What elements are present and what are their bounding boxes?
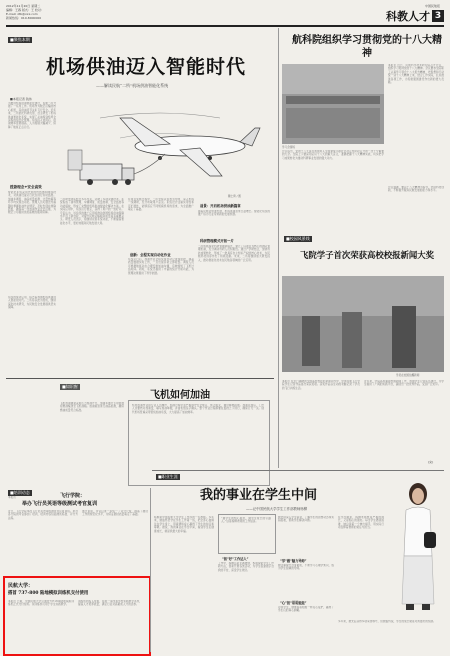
staff-line: 编辑：王蓉 版式：王 校对： — [6, 8, 44, 12]
feature-quote3: “心”担“哥哥姐姐” — [280, 601, 307, 605]
feature-quote2: “学”做“魅力导师” — [280, 559, 307, 563]
feature-text-7: 多年来，她先后获得多项荣誉称号，但她始终说，学生的成长就是对我最好的奖励。 — [338, 620, 436, 623]
illus-credit: 魏士琦 / 图 — [228, 195, 241, 198]
feature-top-rule — [152, 470, 444, 471]
paper-name: 中国民航报 — [424, 4, 440, 8]
training-text-0: 本报讯 — [8, 496, 16, 499]
meeting-photo-caption: 学习会现场 — [282, 146, 295, 149]
right-top-text-2: 会议指出，党的十八大是在我国进入全面建成小康社会决定性阶段召开的一次十分重要的大会。全院上下要深刻认识十八大的重大意义，准确把握十八大精神实质，切实把学习成果转化为推动科研事业发展的强大动力。 — [282, 150, 384, 160]
right-column-divider — [278, 28, 279, 468]
lead-headline: 机场供油迈入智能时代 — [46, 56, 247, 78]
sub-kicker: ■知识窗 — [62, 384, 78, 389]
teacher-portrait — [384, 476, 446, 616]
feature-text-4: 她注重提升自身素质，不断学习心理学知识，成为学生信赖的导师。 — [278, 564, 334, 571]
lead-text-col-3b: 系统运行后，加油作业全程实现自动记录和监控，油品质量数据实时上传，一旦出现异常立即报警。调度人员可根据航班动态合理安排加油车辆，有效缩短了飞机过站时间。同时，系统还提供了丰富的统计分析功能，为管理决策提供了科学依据。 — [128, 258, 194, 275]
campus-photo — [282, 276, 444, 372]
meeting-photo — [282, 64, 384, 144]
lead-sub3: 前景：开启机场供油新篇章 — [200, 204, 241, 208]
training-text-1: 近日，飞行学院举办飞行员英语等级测试考官复训班。来自各分院的考官参加了培训，培训内容包括测试标准、评分方法等。 — [8, 510, 78, 520]
red-text-1: 本报讯 日前，中国民航大学引进的737-800陆地模拟训练机正式交付使用。该训练机可用于学生实践教学。 — [8, 600, 74, 607]
lower-column-divider — [150, 488, 151, 652]
feature-kicker: ■职业生涯 — [158, 474, 178, 479]
lead-text-col-4: 随着民航业快速发展，机场供油需求日益增长。智能化系统的推广将为行业带来新的发展机遇。 — [198, 210, 270, 217]
training-kicker: ■培训动态 — [10, 490, 30, 495]
campus-headline: 飞院学子首次荣获高校校报新闻大奖 — [300, 250, 434, 260]
lead-text-col-4b: 二所积极探索科研管理新模式，建立了以项目为核心的团队管理机制，充分调动科研人员积极性。通过产学研结合，加快科技成果转化，形成了一批具有自主知识产权的核心技术，为民航科技进步作出了积极贡献。未来，二所将继续加大研发投入，推动智能化技术在民航各领域的广泛应用。 — [198, 245, 270, 262]
masthead-rule — [6, 25, 444, 27]
refuel-text-1: 飞机加油通常采用压力加油方式，加油车通过专用管道将燃油输送至飞机油箱。加油前需进行油品检测，确保燃油质量符合标准。 — [60, 402, 124, 412]
lead-text-col-2: 二所研发团队经过多年攻关，突破了多项关键技术。系统集成了油料管理、车辆调度、质量控制、安全监控等功能模块，形成了完整的机场供油智能化解决方案。在实际应用中，系统运行稳定，获得了用户的一致好评。专家认为，该系统的推广应用将推动我国机场供油保障水平迈上新台阶，对提升民航运输服务质量具有重要意义。研发人员表示，将继续完善系统功能，不断提高智能化水平，更好地服务民航发展大局。 — [60, 198, 124, 225]
airplane-refuel-illustration — [60, 98, 270, 194]
lead-text-col-1: 为推进机场供油智能化建设，民航二所开展了一系列工作。机场作为航空运输的核心枢纽，其供油环节关系飞行安全。近年来，二所依托科研优势，自主研发了机场供油智能化系统，实现了从油库到机坪全流程的信息化管理。系统投入使用后，供油效率显著提高，人为差错大幅减少，保障了航班正点运行。 — [8, 102, 56, 129]
lead-text-col-3: 在项目实施过程中，二所坚持以需求为导向，深入机场一线调研，充分听取用户意见。系统设计注重实用性和可扩展性，能够适应不同规模机场的需求，为全面推广奠定了基础。 — [128, 198, 194, 212]
red-headline2: 搭首 737-800 陆地模拟训练机交付使用 — [8, 591, 89, 596]
lead-text-col-1b: 智能化系统采用先进的传感器和网络技术，对供油设备运行状态进行实时监控。加油车调度、油品质量检测、计量结算等环节均实现自动化。管理人员可通过终端随时掌握供油作业情况，及时发现并排除隐患，确保每一次加油作业安全可靠，为航空公司提供优质高效的服务保障。 — [8, 191, 56, 215]
lead-sub2: 创新：全程实现自动化作业 — [130, 253, 171, 257]
training-headline2: 举办飞行员英语等级测试考官复训 — [22, 501, 98, 507]
campus-photo-caption: 学员在校园拍摄新闻 — [396, 374, 420, 377]
feature-quote-text: “做学生的知心朋友，做学生成长的引路人。”这是杨柳老师的工作信条。 — [221, 517, 271, 524]
feature-subhead: ——记中国民航大学学生工作部教师杨柳 — [246, 507, 308, 511]
campus-kicker: ■校园风景线 — [286, 236, 310, 241]
lead-subhead: ——解读民航“二所”机场供油智能化系统 — [96, 83, 169, 88]
training-text-2: 通过复训，考官们进一步统一了评分尺度，提高了测试工作的规范化水平，为保证测试质量奠定了基础。 — [82, 510, 148, 517]
red-headline1: 民航大学： — [8, 583, 34, 589]
campus-text-1: 本报讯 在近日揭晓的全国高校校报好新闻评选中，中国民航飞行学院学生记者作品首次荣获奖项。获奖作品以生动的笔触记录了学员的飞行训练生活。 — [282, 380, 360, 390]
page-number: 3 — [432, 10, 444, 22]
lead-byline: ■本报记者 钱伟 — [10, 97, 32, 101]
lead-text-col-1c: 系统的成功应用，标志着我国机场供油进入智能化时代。二所将以此为契机，继续深化技术研究，为民航安全发展提供坚实保障。 — [8, 296, 56, 310]
refuel-heading: 飞机如何加油 — [150, 390, 210, 401]
email-line: E-mail: ztb@xxx.com — [6, 12, 38, 16]
red-text-2: 训练机的投入使用，将进一步改善学校实践教学条件，提高人才培养质量，满足行业对高素质人才的需求。 — [78, 600, 142, 607]
feature-headline: 我的事业在学生中间 — [200, 488, 318, 503]
right-top-text-1: 本报讯 近日，民航科学技术研究院召开会议，组织学习贯彻党的十八大精神。会议要求全院职工认真学习领会十八大报告精神，把思想和行动统一到十八大精神上来，结合工作实际，扎实推进各项工作，为民航强国建设作出新的更大贡献。 — [388, 64, 444, 85]
lead-sub1: 拨款理念+安全高效 — [10, 185, 42, 189]
feature-text-2: 工作中，杨柳总是充满激情，积极探索学生工作新方法，创新开展各类活动，为学生搭建展示自我的平台，深受学生欢迎。 — [218, 562, 274, 572]
right-top-text-3: 会议强调，要以十八大精神为指导，坚持科技创新，不断提升服务民航发展的能力和水平。 — [388, 186, 444, 193]
lead-kicker: ■聚焦本期 — [10, 37, 30, 42]
section-title: 科教人才 — [386, 10, 430, 23]
feature-text-5: 对待学生，她像哥哥姐姐一样关心爱护，赢得了学生们的真心拥戴。 — [278, 606, 334, 613]
campus-end-mark: (完) — [428, 460, 434, 464]
training-headline1: 飞行学院： — [60, 493, 86, 499]
campus-text-2: 近年来，学院高度重视校园新闻工作，加强学生记者队伍建设，为学生提供了广阔的实践平台，涌现出一批优秀作品，受到广泛好评。 — [364, 380, 444, 387]
feature-quote1: “拓”好“工作达人” — [222, 557, 249, 561]
refuel-sidebar-text: 机坪加油作业由专业人员操作，加油过程中需严格遵守安全规定，禁止明火，做好静电接地。加油完成后，工作人员要核对加油量，填写加油单据，并由机组签字确认。整个作业过程都要在监控之下进行，确保万无一失。现代机场普遍采用管线加油系统，大大提高了加油效率。 — [132, 404, 264, 414]
lead-sub4: 科研管理模式开拓一片 — [200, 239, 234, 243]
lead-illustration — [60, 98, 270, 194]
date-line: 2012年11月20日 星期二 — [6, 4, 41, 8]
feature-text-6: 在学生眼里，杨柳老师既是严格的师长，又是贴心的朋友。每当学生遇到困难，她总是第一个伸出援手，用实际行动诠释着教师的责任与担当。 — [338, 516, 384, 530]
teacher-photo-icon — [384, 476, 446, 616]
feature-text-3: 她坚持深入学生宿舍，了解学生的思想动态和实际困难，帮助学生解决问题。 — [278, 516, 334, 523]
feature-text-1: 杨柳是中国民航大学学生工作部的一名教师。多年来，她始终坚守在学生工作第一线，把全部心血倾注在学生身上，用真情和爱心赢得了学生的信任和尊敬。她说，我的事业在学生中间，看到学生们健康成长，就是我最大的幸福。 — [154, 516, 214, 533]
lead-bottom-rule — [6, 378, 274, 379]
hotline-line: 新闻热线：010-8000000 — [6, 16, 42, 20]
right-top-headline: 航科院组织学习贯彻党的十八大精神 — [292, 35, 442, 59]
masthead-meta — [6, 4, 126, 20]
